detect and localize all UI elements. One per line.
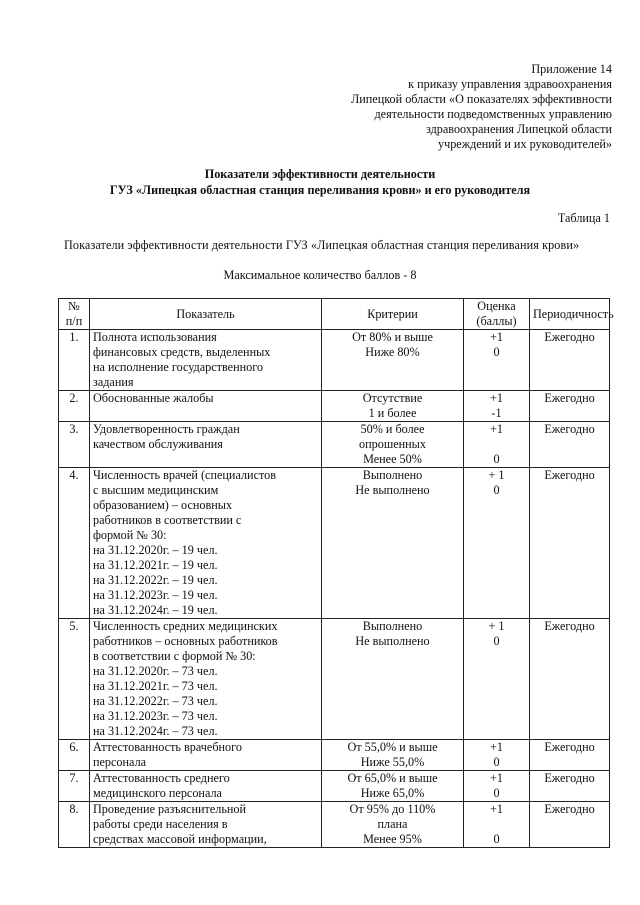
cell-score-line: +1 <box>490 330 503 344</box>
header-indicator: Показатель <box>90 299 322 330</box>
cell-indicator-line: на 31.12.2021г. – 73 чел. <box>93 679 218 693</box>
header-criteria: Критерии <box>322 299 464 330</box>
cell-indicator-line: на 31.12.2024г. – 73 чел. <box>93 724 218 738</box>
cell-score-line <box>467 437 526 452</box>
cell-score-line <box>467 817 526 832</box>
appendix-line: Приложение 14 <box>531 62 612 76</box>
table-row <box>59 802 610 848</box>
cell-criteria <box>322 619 464 740</box>
cell-score <box>464 771 530 802</box>
header-num-line: № <box>68 299 80 313</box>
document-title <box>0 166 640 198</box>
cell-criteria-line: 1 и более <box>368 406 417 420</box>
table-header-row <box>59 299 610 330</box>
cell-score-line: +1 <box>490 771 503 785</box>
cell-score-line: + 1 <box>488 468 505 482</box>
header-score-line: (баллы) <box>476 314 517 328</box>
cell-criteria <box>322 422 464 468</box>
title-line-2: ГУЗ «Липецкая областная станция переливания крови» и его руководителя <box>109 183 531 197</box>
appendix-block <box>292 62 612 152</box>
cell-indicator-line: Численность врачей (специалистов <box>93 468 276 482</box>
cell-indicator-line: на 31.12.2022г. – 19 чел. <box>93 573 218 587</box>
table-row <box>59 422 610 468</box>
cell-num-line: 3. <box>69 422 79 436</box>
cell-score-line: 0 <box>493 755 500 769</box>
cell-score-line: + 1 <box>488 619 505 633</box>
cell-period-line: Ежегодно <box>544 802 595 816</box>
appendix-line: к приказу управления здравоохранения <box>408 77 612 91</box>
cell-score-line: 0 <box>493 345 500 359</box>
cell-indicator <box>90 468 322 619</box>
cell-period <box>530 391 610 422</box>
cell-criteria <box>322 330 464 391</box>
cell-score <box>464 619 530 740</box>
cell-num-line: 7. <box>69 771 79 785</box>
table-row <box>59 619 610 740</box>
cell-indicator <box>90 391 322 422</box>
cell-indicator-line: работы среди населения в <box>93 817 228 831</box>
title-line-1: Показатели эффективности деятельности <box>204 167 436 181</box>
cell-criteria <box>322 391 464 422</box>
cell-indicator-line: на 31.12.2022г. – 73 чел. <box>93 694 218 708</box>
cell-indicator-line: финансовых средств, выделенных <box>93 345 271 359</box>
cell-period <box>530 422 610 468</box>
cell-num <box>59 468 90 619</box>
cell-indicator-line: персонала <box>93 755 147 769</box>
cell-period <box>530 802 610 848</box>
cell-period-line: Ежегодно <box>544 422 595 436</box>
cell-period-line: Ежегодно <box>544 740 595 754</box>
cell-criteria-line: Выполнено <box>362 468 423 482</box>
table-body <box>59 330 610 848</box>
cell-num <box>59 619 90 740</box>
cell-score-line: 0 <box>493 634 500 648</box>
cell-period <box>530 771 610 802</box>
cell-criteria-line: Менее 95% <box>363 832 422 846</box>
cell-indicator-line: формой № 30: <box>93 528 167 542</box>
cell-indicator-line: задания <box>93 375 134 389</box>
cell-indicator-line: Аттестованность врачебного <box>93 740 242 754</box>
cell-criteria-line: Ниже 80% <box>365 345 420 359</box>
appendix-line: деятельности подведомственных управлению <box>374 107 612 121</box>
cell-criteria <box>322 468 464 619</box>
cell-criteria <box>322 771 464 802</box>
cell-num-line: 6. <box>69 740 79 754</box>
cell-num <box>59 391 90 422</box>
header-num-line: п/п <box>65 314 83 328</box>
cell-score-line: 0 <box>493 832 500 846</box>
cell-criteria-line: От 95% до 110% <box>349 802 436 816</box>
cell-num <box>59 771 90 802</box>
cell-score-line: +1 <box>490 422 503 436</box>
cell-indicator-line: образованием) – основных <box>93 498 233 512</box>
cell-num-line: 4. <box>69 468 79 482</box>
cell-criteria <box>322 802 464 848</box>
cell-score <box>464 468 530 619</box>
cell-indicator-line: средствах массовой информации, <box>93 832 267 846</box>
cell-criteria-line: Не выполнено <box>355 483 430 497</box>
table-row <box>59 771 610 802</box>
cell-period-line: Ежегодно <box>544 330 595 344</box>
cell-score-line: 0 <box>493 452 500 466</box>
cell-num-line: 1. <box>69 330 79 344</box>
table-row <box>59 740 610 771</box>
indicators-table <box>58 298 614 848</box>
header-periodicity: Периодичность <box>530 299 610 330</box>
cell-score-line: -1 <box>491 406 502 420</box>
cell-score-line: +1 <box>490 740 503 754</box>
cell-criteria-line: Не выполнено <box>355 634 430 648</box>
cell-criteria-line: Ниже 65,0% <box>360 786 425 800</box>
cell-score-line: 0 <box>493 786 500 800</box>
cell-period <box>530 619 610 740</box>
cell-num <box>59 802 90 848</box>
cell-score-line: 0 <box>493 483 500 497</box>
cell-criteria-line: Выполнено <box>362 619 423 633</box>
cell-indicator-line: с высшим медицинским <box>93 483 219 497</box>
cell-indicator-line: в соответствии с формой № 30: <box>93 649 256 663</box>
cell-indicator-line: Численность средних медицинских <box>93 619 278 633</box>
cell-indicator-line: Полнота использования <box>93 330 217 344</box>
cell-score-line: +1 <box>490 802 503 816</box>
cell-indicator-line: Аттестованность среднего <box>93 771 230 785</box>
cell-indicator <box>90 740 322 771</box>
cell-num <box>59 422 90 468</box>
table-subtitle: Показатели эффективности деятельности ГУЗ «Липецкая областная станция переливания крови» <box>64 238 580 252</box>
cell-indicator-line: качеством обслуживания <box>93 437 223 451</box>
cell-indicator-line: Проведение разъяснительной <box>93 802 247 816</box>
cell-indicator-line: на 31.12.2023г. – 73 чел. <box>93 709 218 723</box>
cell-period-line: Ежегодно <box>544 391 595 405</box>
cell-indicator-line: на 31.12.2020г. – 19 чел. <box>93 543 218 557</box>
table-number: Таблица 1 <box>557 211 610 225</box>
cell-indicator-line: на исполнение государственного <box>93 360 264 374</box>
cell-period <box>530 740 610 771</box>
cell-indicator-line: на 31.12.2021г. – 19 чел. <box>93 558 218 572</box>
cell-score-line: +1 <box>490 391 503 405</box>
cell-criteria-line: плана <box>377 817 408 831</box>
cell-indicator-line: на 31.12.2023г. – 19 чел. <box>93 588 218 602</box>
cell-num-line: 5. <box>69 619 79 633</box>
header-score <box>464 299 530 330</box>
cell-num-line: 8. <box>69 802 79 816</box>
cell-indicator <box>90 802 322 848</box>
cell-criteria-line: Ниже 55,0% <box>360 755 425 769</box>
cell-period-line: Ежегодно <box>544 468 595 482</box>
cell-indicator <box>90 771 322 802</box>
cell-indicator <box>90 619 322 740</box>
cell-score <box>464 391 530 422</box>
cell-period <box>530 468 610 619</box>
cell-indicator <box>90 330 322 391</box>
cell-period-line: Ежегодно <box>544 619 595 633</box>
max-points: Максимальное количество баллов - 8 <box>223 268 417 282</box>
table-row <box>59 330 610 391</box>
cell-indicator-line: работников в соответствии с <box>93 513 242 527</box>
header-num <box>59 299 90 330</box>
cell-criteria-line: Менее 50% <box>363 452 422 466</box>
cell-criteria-line: От 80% и выше <box>352 330 433 344</box>
cell-indicator-line: на 31.12.2020г. – 73 чел. <box>93 664 218 678</box>
cell-criteria-line: От 55,0% и выше <box>347 740 438 754</box>
cell-indicator-line: работников – основных работников <box>93 634 278 648</box>
cell-score <box>464 802 530 848</box>
table-row <box>59 391 610 422</box>
cell-indicator-line: Удовлетворенность граждан <box>93 422 240 436</box>
cell-indicator-line: медицинского персонала <box>93 786 222 800</box>
cell-score <box>464 740 530 771</box>
cell-criteria-line: От 65,0% и выше <box>347 771 438 785</box>
table-row <box>59 468 610 619</box>
appendix-line: Липецкой области «О показателях эффективности <box>350 92 612 106</box>
appendix-line: учреждений и их руководителей» <box>437 137 612 151</box>
cell-criteria-line: опрошенных <box>359 437 426 451</box>
cell-score <box>464 330 530 391</box>
cell-criteria-line: Отсутствие <box>362 391 423 405</box>
cell-indicator-line: на 31.12.2024г. – 19 чел. <box>93 603 218 617</box>
cell-num-line: 2. <box>69 391 79 405</box>
header-score-line: Оценка <box>477 299 516 313</box>
cell-score <box>464 422 530 468</box>
cell-indicator-line: Обоснованные жалобы <box>93 391 214 405</box>
appendix-line: здравоохранения Липецкой области <box>425 122 612 136</box>
cell-num <box>59 330 90 391</box>
cell-criteria <box>322 740 464 771</box>
cell-period <box>530 330 610 391</box>
cell-criteria-line: 50% и более <box>360 422 425 436</box>
cell-period-line: Ежегодно <box>544 771 595 785</box>
cell-indicator <box>90 422 322 468</box>
cell-num <box>59 740 90 771</box>
